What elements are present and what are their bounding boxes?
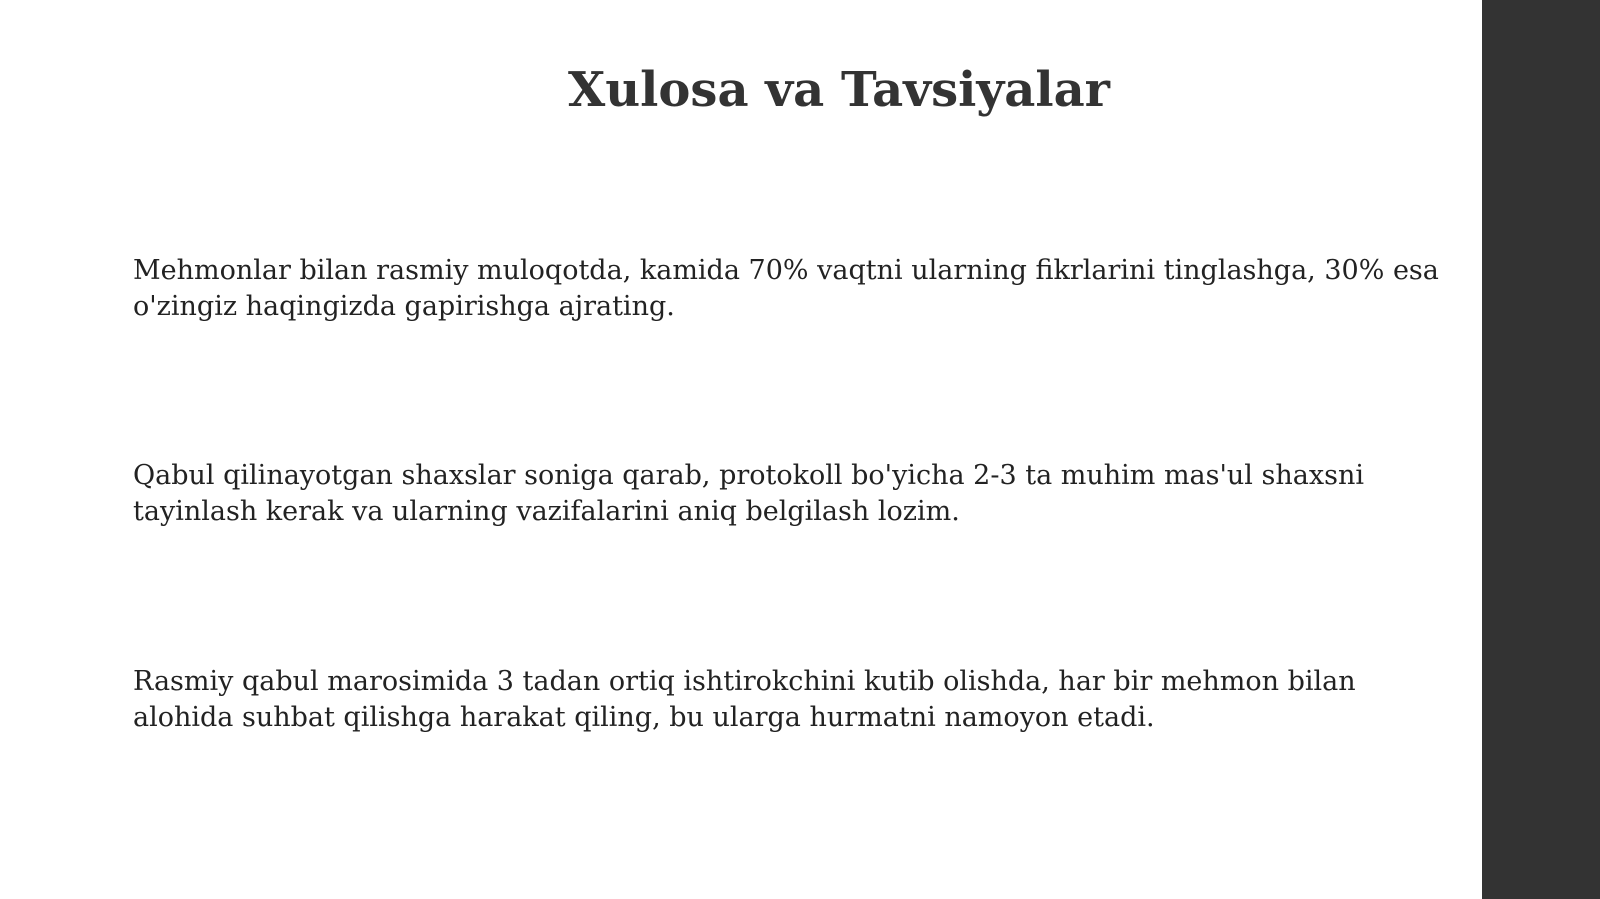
recommendation-text-2: Qabul qilinayotgan shaxslar soniga qarab, protokoll bo'yicha 2-3 ta muhim mas'ul shaxsni tayinlash kerak va ularning vazifalarini aniq belgilash lozim. [133, 460, 1364, 527]
recommendation-text-3: Rasmiy qabul marosimida 3 tadan ortiq ishtirokchini kutib olishda, har bir mehmon bilan alohida suhbat qilishga harakat qiling, bu ularga hurmatni namoyon etadi. [133, 666, 1356, 733]
recommendation-text-1: Mehmonlar bilan rasmiy muloqotda, kamida 70% vaqtni ularning fikrlarini tinglashga, 30% esa o'zingiz haqingizda gapirishga ajrating. [133, 255, 1439, 322]
decorative-side-bar [1482, 0, 1600, 899]
slide-title: Xulosa va Tavsiyalar [568, 62, 1110, 118]
